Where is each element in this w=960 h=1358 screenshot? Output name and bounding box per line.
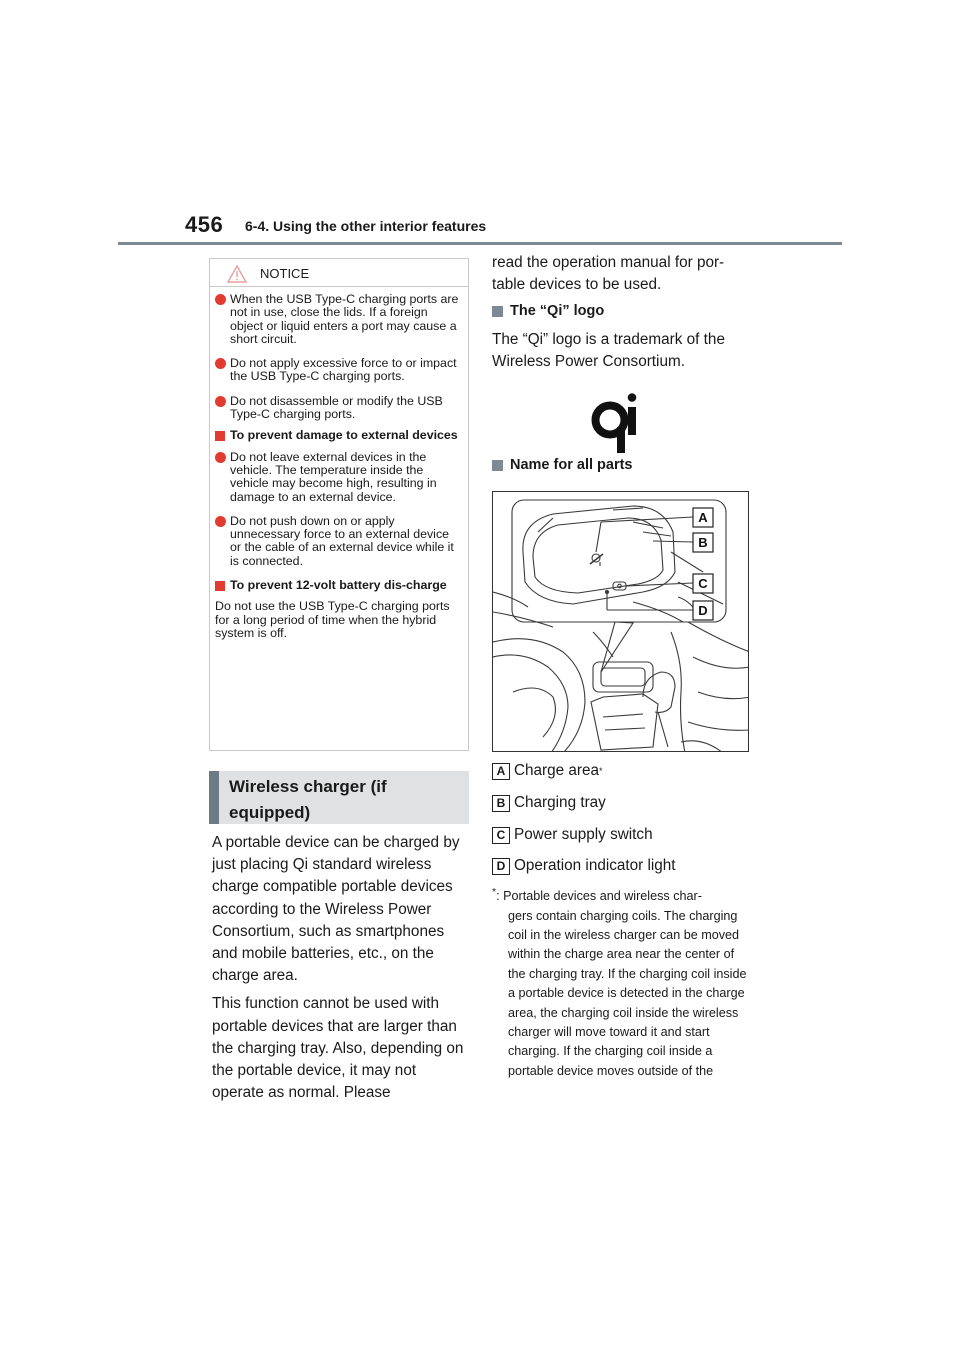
header-divider [118, 242, 842, 245]
legend-letter: C [492, 827, 510, 844]
bullet-dot-icon [215, 516, 226, 527]
footnote-text: gers contain charging coils. The charging coil in the wireless charger can be moved within the charge area near the center of the charging tray. If the charging coil inside a portable device is detected in the charge area, the charging coil inside the wireless charger will move toward it and start charging. If the charging coil inside a portable device moves outside of the [508, 908, 747, 1078]
label-a: A [698, 510, 708, 525]
notice-item: When the USB Type-C charging ports are not in use, close the lids. If a foreign object or liquid enters a port may cause a short circuit. [215, 293, 463, 346]
bullet-dot-icon [215, 452, 226, 463]
page-number: 456 [185, 212, 224, 237]
bullet-square-icon [492, 306, 503, 317]
section-title: 6-4. Using the other interior features [245, 218, 487, 234]
notice-item: Do not apply excessive force to or impact the USB Type-C charging ports. [215, 357, 463, 384]
paragraph: This function cannot be used with portable devices that are larger than the charging tray. Also, depending on the portable device, it may not operate as normal. Please [212, 995, 464, 1102]
console-drawing [493, 492, 749, 752]
legend-item: A Charge area * [492, 762, 603, 780]
heading-text: Wireless charger (if equipped) [229, 777, 387, 822]
notice-subheading: To prevent damage to external devices [215, 429, 463, 442]
notice-item: Do not leave external devices in the vehicle. The temperature inside the vehicle may become high, resulting in damage to an external device. [215, 451, 463, 504]
notice-body [215, 293, 463, 640]
bullet-dot-icon [215, 358, 226, 369]
legend-letter: A [492, 763, 510, 780]
paragraph: A portable device can be charged by just placing Qi standard wireless charge compatible portable devices according to the Wireless Power Consortium, such as smartphones and mobile batteries, etc., on the charge area. [212, 834, 460, 985]
bullet-square-icon [215, 581, 225, 591]
notice-text: Do not use the USB Type-C charging ports for a long period of time when the hybrid system is off. [215, 599, 450, 640]
footnote: *: Portable devices and wireless char- gers contain charging coils. The charging coil in the wireless charger can be moved within the charge area near the center of the charging tray. If the charging coil inside a portable device is detected in the charge area, the charging coil inside the wireless charger will move toward it and start charging. If the charging coil inside a portable device moves outside of the [492, 883, 750, 1081]
notice-title: NOTICE [260, 266, 310, 281]
qi-logo-text: The “Qi” logo is a trademark of the Wireless Power Consortium. [492, 331, 725, 371]
bullet-square-icon [492, 460, 503, 471]
notice-header [210, 259, 468, 287]
charger-illustration [492, 491, 749, 752]
label-d: D [698, 603, 708, 618]
label-c: C [698, 576, 708, 591]
label-b: B [698, 535, 708, 550]
legend-item: C Power supply switch [492, 826, 653, 844]
legend-letter: D [492, 858, 510, 875]
notice-item: Do not disassemble or modify the USB Type-C charging ports. [215, 395, 463, 422]
bullet-square-icon [215, 431, 225, 441]
notice-box [209, 258, 469, 751]
footnote-mark: * [492, 886, 497, 898]
body-text-left [212, 832, 468, 1110]
qi-logo-heading: The “Qi” logo [492, 303, 604, 319]
parts-heading: Name for all parts [492, 457, 633, 473]
heading-accent-bar [209, 771, 219, 824]
bullet-dot-icon [215, 396, 226, 407]
qi-logo-icon [590, 393, 642, 455]
bullet-dot-icon [215, 294, 226, 305]
paragraph-continued: read the operation manual for por-table devices to be used. [492, 254, 725, 294]
section-heading [209, 771, 469, 824]
legend-item: B Charging tray [492, 794, 606, 812]
warning-triangle-icon [227, 265, 247, 283]
notice-subheading: To prevent 12-volt battery dis-charge [215, 579, 463, 592]
legend-item: D Operation indicator light [492, 857, 676, 875]
notice-item: Do not push down on or apply unnecessary force to an external device or the cable of an external device while it is connected. [215, 515, 463, 568]
legend-letter: B [492, 795, 510, 812]
